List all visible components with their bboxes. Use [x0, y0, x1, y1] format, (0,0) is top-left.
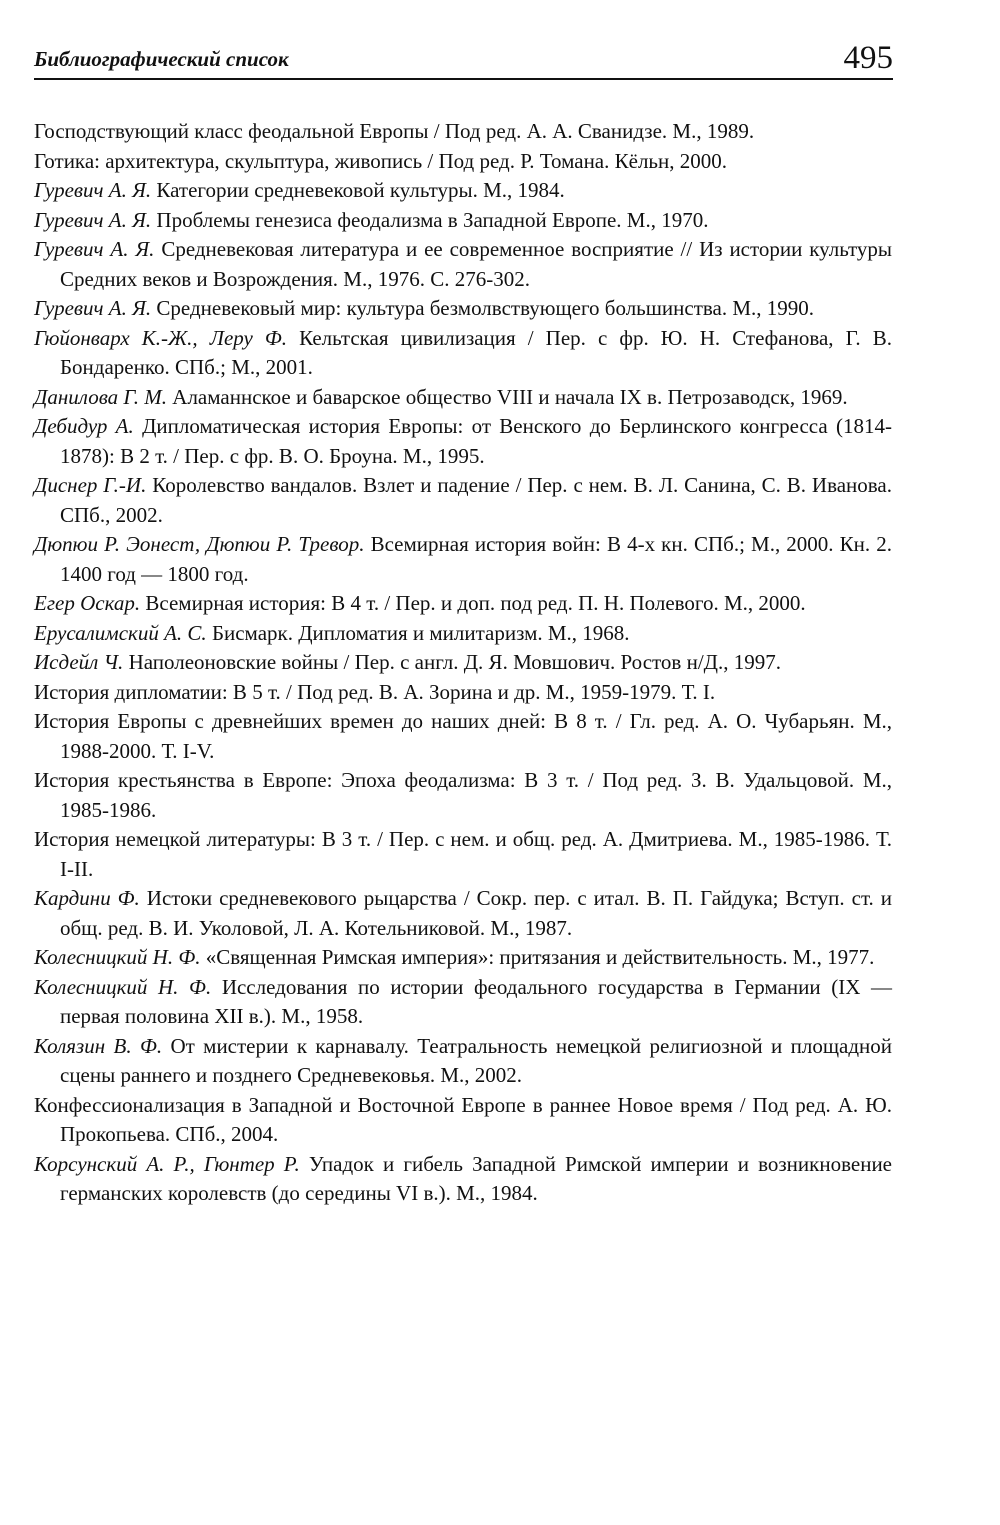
- entry-text: Кельтская цивилизация / Пер. с фр. Ю. Н. Стефанова, Г. В. Бондаренко. СПб.; М., 2001.: [60, 325, 892, 379]
- bibliography-entry: [34, 471, 892, 530]
- bibliography-entry: [34, 294, 892, 324]
- entry-author: Гуревич А. Я.: [34, 178, 152, 202]
- entry-author: Ерусалимский А. С.: [34, 620, 207, 645]
- bibliography-list: [34, 117, 892, 1209]
- bibliography-entry: [34, 530, 892, 589]
- bibliography-entry: [34, 678, 892, 708]
- page-number: 495: [843, 40, 893, 76]
- bibliography-entry: [34, 383, 892, 413]
- bibliography-entry: [34, 176, 892, 206]
- bibliography-entry: [34, 648, 892, 678]
- bibliography-entry: [34, 117, 892, 147]
- entry-text: Конфессионализация в Западной и Восточной Европе в раннее Новое время / Под ред. А. Ю. Прокопьева. СПб., 2004.: [34, 1092, 892, 1146]
- entry-text: Упадок и гибель Западной Римской империи и возникновение германских королевств (до середины VI в.). М., 1984.: [60, 1151, 892, 1205]
- entry-author: Гюйонварх К.-Ж., Леру Ф.: [34, 325, 288, 350]
- entry-author: Колесницкий Н. Ф.: [34, 945, 201, 969]
- bibliography-entry: [34, 589, 892, 619]
- entry-author: Исдейл Ч.: [34, 650, 124, 674]
- entry-text: «Священная Римская империя»: притязания и действительность. М., 1977.: [200, 945, 875, 969]
- entry-author: Егер Оскар.: [34, 591, 141, 615]
- bibliography-entry: [34, 1032, 892, 1091]
- entry-author: Кардини Ф.: [34, 886, 140, 910]
- entry-text: Королевство вандалов. Взлет и падение / Пер. с нем. В. Л. Санина, С. В. Иванова. СПб., 2002.: [60, 473, 892, 527]
- bibliography-entry: [34, 412, 892, 471]
- entry-author: Диснер Г.-И.: [34, 473, 147, 497]
- entry-text: Исследования по истории феодального государства в Германии (IX — первая половина XII в.). М., 1958.: [60, 974, 892, 1028]
- bibliography-entry: [34, 884, 892, 943]
- entry-author: Корсунский А. Р., Гюнтер Р.: [34, 1151, 300, 1176]
- bibliography-entry: [34, 1091, 892, 1150]
- bibliography-entry: [34, 707, 892, 766]
- bibliography-entry: [34, 619, 892, 649]
- entry-author: Колязин В. Ф.: [34, 1033, 163, 1058]
- entry-author: Дюпюи Р. Эонест, Дюпюи Р. Тревор.: [34, 532, 365, 556]
- bibliography-entry: [34, 324, 892, 383]
- entry-author: Дебидур А.: [34, 414, 134, 438]
- entry-text: История Европы с древнейших времен до наших дней: В 8 т. / Гл. ред. А. О. Чубарьян. М., 1988-2000. Т. I-V.: [34, 709, 892, 763]
- entry-text: История немецкой литературы: В 3 т. / Пер. с нем. и общ. ред. А. Дмитриева. М., 1985-1986. Т. I-II.: [34, 827, 892, 881]
- entry-text: Господствующий класс феодальной Европы / Под ред. А. А. Сванидзе. М., 1989.: [34, 119, 755, 143]
- entry-text: Средневековая литература и ее современное восприятие // Из истории культуры Средних веков и Возрождения. М., 1976. С. 276-302.: [60, 237, 893, 291]
- running-title: Библиографический список: [34, 47, 289, 71]
- entry-text: Средневековый мир: культура безмолвствующего большинства. М., 1990.: [151, 296, 815, 320]
- bibliography-entry: [34, 1150, 892, 1209]
- bibliography-entry: [34, 825, 892, 884]
- entry-author: Данилова Г. М.: [34, 384, 168, 409]
- entry-text: Категории средневековой культуры. М., 1984.: [151, 178, 565, 202]
- entry-text: Проблемы генезиса феодализма в Западной Европе. М., 1970.: [151, 207, 709, 232]
- entry-text: Всемирная история: В 4 т. / Пер. и доп. под ред. П. Н. Полевого. М., 2000.: [140, 591, 806, 615]
- entry-text: Бисмарк. Дипломатия и милитаризм. М., 1968.: [206, 620, 630, 645]
- entry-text: Наполеоновские войны / Пер. с англ. Д. Я. Мовшович. Ростов н/Д., 1997.: [123, 650, 781, 674]
- entry-text: История крестьянства в Европе: Эпоха феодализма: В 3 т. / Под ред. З. В. Удальцовой. М., 1985-1986.: [34, 768, 892, 822]
- entry-text: Аламаннское и баварское общество VIII и начала IX в. Петрозаводск, 1969.: [167, 384, 848, 409]
- bibliography-entry: [34, 973, 892, 1032]
- entry-text: Дипломатическая история Европы: от Венского до Берлинского конгресса (1814-1878): В 2 т. / Пер. с фр. В. О. Броуна. М., 1995.: [60, 414, 892, 468]
- entry-text: От мистерии к карнавалу. Театральность немецкой религиозной и площадной сцены раннего и позднего Средневековья. М., 2002.: [60, 1033, 892, 1087]
- bibliography-entry: [34, 943, 892, 973]
- entry-author: Гуревич А. Я.: [34, 207, 152, 232]
- bibliography-entry: [34, 206, 892, 236]
- bibliography-entry: [34, 766, 892, 825]
- entry-author: Колесницкий Н. Ф.: [34, 974, 212, 999]
- entry-text: Готика: архитектура, скульптура, живопись / Под ред. Р. Томана. Кёльн, 2000.: [34, 148, 727, 173]
- entry-text: История дипломатии: В 5 т. / Под ред. В. А. Зорина и др. М., 1959-1979. Т. I.: [34, 679, 716, 704]
- page-header: [34, 36, 893, 80]
- entry-text: Истоки средневекового рыцарства / Сокр. пер. с итал. В. П. Гайдука; Вступ. ст. и общ. ред. В. И. Уколовой, Л. А. Котельниковой. М., 1987.: [60, 886, 892, 940]
- entry-text: Всемирная история войн: В 4-х кн. СПб.; М., 2000. Кн. 2. 1400 год — 1800 год.: [60, 532, 893, 586]
- bibliography-entry: [34, 235, 892, 294]
- entry-author: Гуревич А. Я.: [34, 296, 152, 320]
- entry-author: Гуревич А. Я.: [34, 237, 155, 261]
- bibliography-entry: [34, 147, 892, 177]
